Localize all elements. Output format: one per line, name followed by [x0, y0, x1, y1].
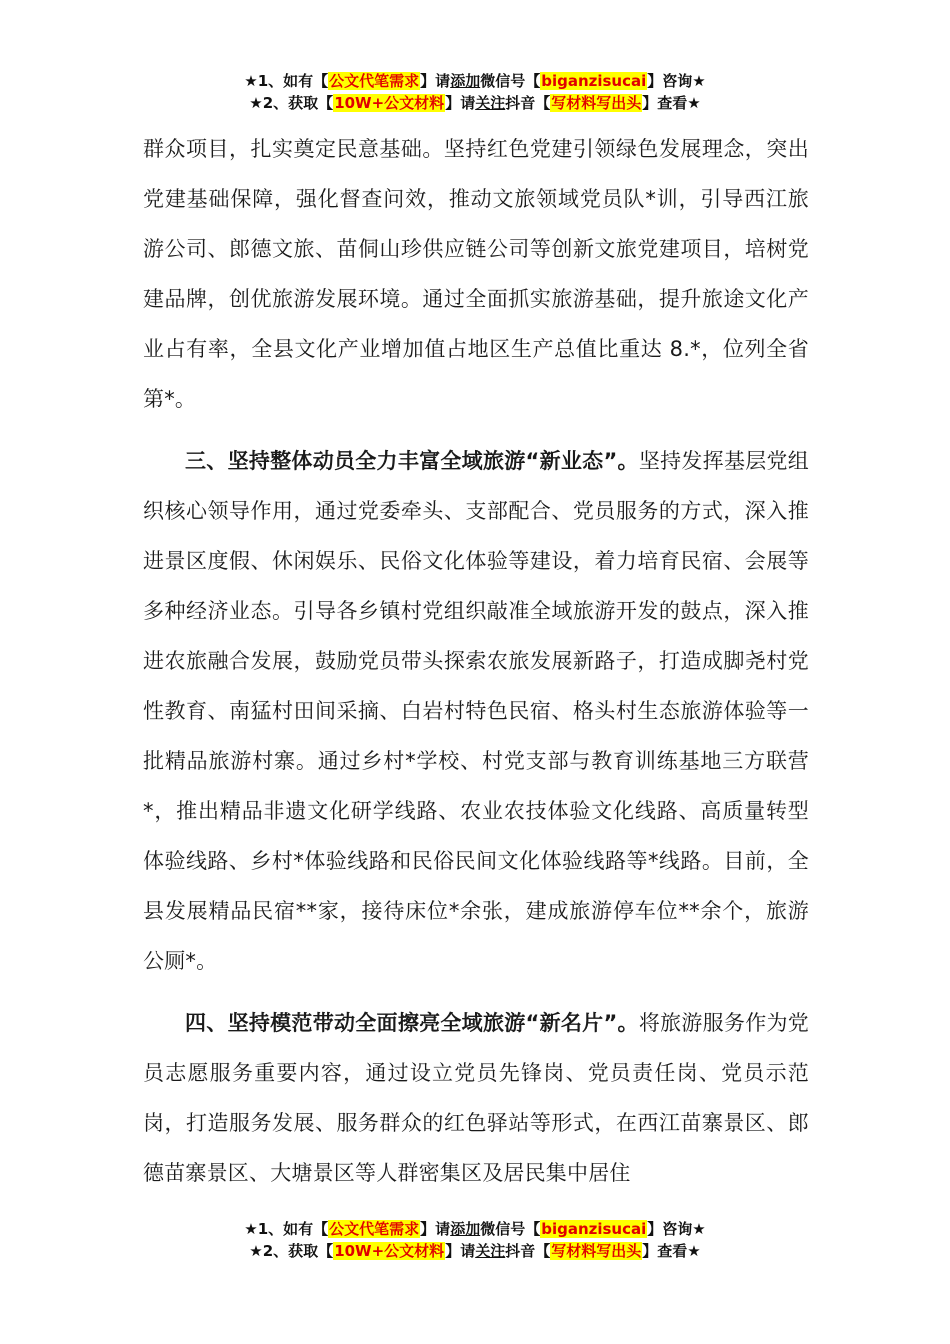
promo-underlined: 添加 — [450, 72, 481, 90]
promo-highlight: 10W+公文材料 — [334, 94, 445, 112]
promo-line-2 — [0, 92, 950, 114]
promo-line-2 — [0, 1240, 950, 1262]
promo-underlined: 关注 — [475, 1242, 506, 1260]
promo-text: 微信号【 — [480, 1220, 541, 1238]
promo-underlined: 关注 — [475, 94, 506, 112]
bottom-promo-banner — [0, 1218, 950, 1262]
promo-line-1 — [0, 1218, 950, 1240]
promo-text: 】查看★ — [642, 1242, 701, 1260]
paragraph-section-3 — [143, 436, 809, 986]
promo-text: 】请 — [420, 1220, 451, 1238]
promo-text: 】咨询★ — [647, 1220, 706, 1238]
promo-text: ★2、获取【 — [249, 1242, 334, 1260]
promo-text: ★2、获取【 — [249, 94, 334, 112]
promo-text: 抖音【 — [505, 1242, 551, 1260]
promo-text: 微信号【 — [480, 72, 541, 90]
promo-highlight: 公文代笔需求 — [329, 72, 420, 90]
document-body — [143, 124, 809, 1198]
promo-text: 】咨询★ — [647, 72, 706, 90]
promo-highlight: biganzisucai — [541, 72, 647, 90]
promo-highlight: biganzisucai — [541, 1220, 647, 1238]
promo-highlight: 写材料写出头 — [551, 94, 642, 112]
promo-underlined: 添加 — [450, 1220, 481, 1238]
section-heading-4: 四、坚持模范带动全面擦亮全域旅游“新名片”。 — [185, 1011, 639, 1035]
promo-text: ★1、如有【 — [244, 72, 329, 90]
section-text-4: 将旅游服务作为党员志愿服务重要内容，通过设立党员先锋岗、党员责任岗、党员示范岗，打造服务发展、服务群众的红色驿站等形式，在西江苗寨景区、郎德苗寨景区、大塘景区等人群密集区及居民集中居住 — [143, 1011, 809, 1185]
promo-text: 抖音【 — [505, 94, 551, 112]
promo-text: 】请 — [420, 72, 451, 90]
promo-text: 】查看★ — [642, 94, 701, 112]
promo-line-1 — [0, 70, 950, 92]
promo-text: 】请 — [445, 1242, 476, 1260]
promo-text: ★1、如有【 — [244, 1220, 329, 1238]
paragraph-section-4 — [143, 998, 809, 1198]
promo-highlight: 公文代笔需求 — [329, 1220, 420, 1238]
section-text-3: 坚持发挥基层党组织核心领导作用，通过党委牵头、支部配合、党员服务的方式，深入推进景区度假、休闲娱乐、民俗文化体验等建设，着力培育民宿、会展等多种经济业态。引导各乡镇村党组织敲准全域旅游开发的鼓点，深入推进农旅融合发展，鼓励党员带头探索农旅发展新路子，打造成脚尧村党性教育、南猛村田间采摘、白岩村特色民宿、格头村生态旅游体验等一批精品旅游村寨。通过乡村*学校、村党支部与教育训练基地三方联营*，推出精品非遗文化研学线路、农业农技体验文化线路、高质量转型体验线路、乡村*体验线路和民俗民间文化体验线路等*线路。目前，全县发展精品民宿**家，接待床位*余张，建成旅游停车位**余个，旅游公厕*。 — [143, 449, 809, 973]
section-heading-3: 三、坚持整体动员全力丰富全域旅游“新业态”。 — [185, 449, 639, 473]
promo-highlight: 10W+公文材料 — [334, 1242, 445, 1260]
paragraph-continuation: 群众项目，扎实奠定民意基础。坚持红色党建引领绿色发展理念，突出党建基础保障，强化督查问效，推动文旅领域党员队*训，引导西江旅游公司、郎德文旅、苗侗山珍供应链公司等创新文旅党建项目，培树党建品牌，创优旅游发展环境。通过全面抓实旅游基础，提升旅途文化产业占有率，全县文化产业增加值占地区生产总值比重达 8.*，位列全省第*。 — [143, 137, 809, 411]
promo-highlight: 写材料写出头 — [551, 1242, 642, 1260]
promo-text: 】请 — [445, 94, 476, 112]
top-promo-banner — [0, 70, 950, 114]
